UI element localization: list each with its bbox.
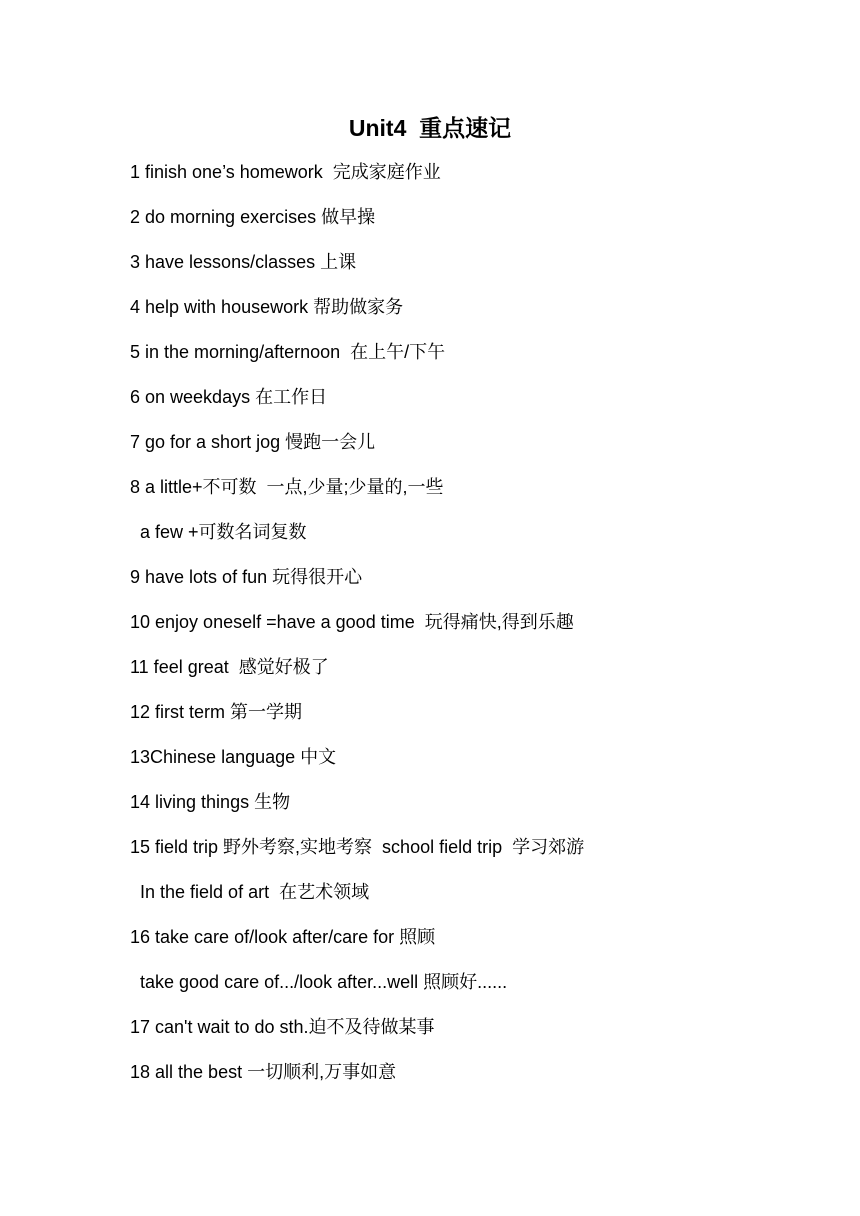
vocabulary-list (130, 154, 830, 1099)
list-item: 10 enjoy oneself =have a good time 玩得痛快,得到乐趣 (130, 612, 574, 632)
list-item: 3 have lessons/classes 上课 (130, 252, 357, 272)
list-item: 1 finish one’s homework 完成家庭作业 (130, 162, 441, 182)
list-item: 12 first term 第一学期 (130, 702, 303, 722)
list-item: 13Chinese language 中文 (130, 747, 337, 767)
list-item-continuation: take good care of.../look after...well 照顾好...... (140, 972, 508, 992)
list-item-continuation: a few +可数名词复数 (140, 522, 307, 542)
list-item: 15 field trip 野外考察,实地考察 school field trip 学习郊游 (130, 837, 585, 857)
list-item: 17 can't wait to do sth.迫不及待做某事 (130, 1017, 435, 1037)
list-item: 4 help with housework 帮助做家务 (130, 297, 404, 317)
list-item: 16 take care of/look after/care for 照顾 (130, 927, 436, 947)
list-item: 11 feel great 感觉好极了 (130, 657, 329, 677)
list-item: 7 go for a short jog 慢跑一会儿 (130, 432, 376, 452)
list-item: 8 a little+不可数 一点,少量;少量的,一些 (130, 477, 444, 497)
list-item: 2 do morning exercises 做早操 (130, 207, 376, 227)
document-title: Unit4 重点速记 (348, 115, 512, 141)
list-item: 6 on weekdays 在工作日 (130, 387, 328, 407)
list-item: 9 have lots of fun 玩得很开心 (130, 567, 363, 587)
list-item: 18 all the best 一切顺利,万事如意 (130, 1062, 397, 1082)
list-item: 5 in the morning/afternoon 在上午/下午 (130, 342, 446, 362)
list-item-continuation: In the field of art 在艺术领域 (140, 882, 370, 902)
list-item: 14 living things 生物 (130, 792, 291, 812)
